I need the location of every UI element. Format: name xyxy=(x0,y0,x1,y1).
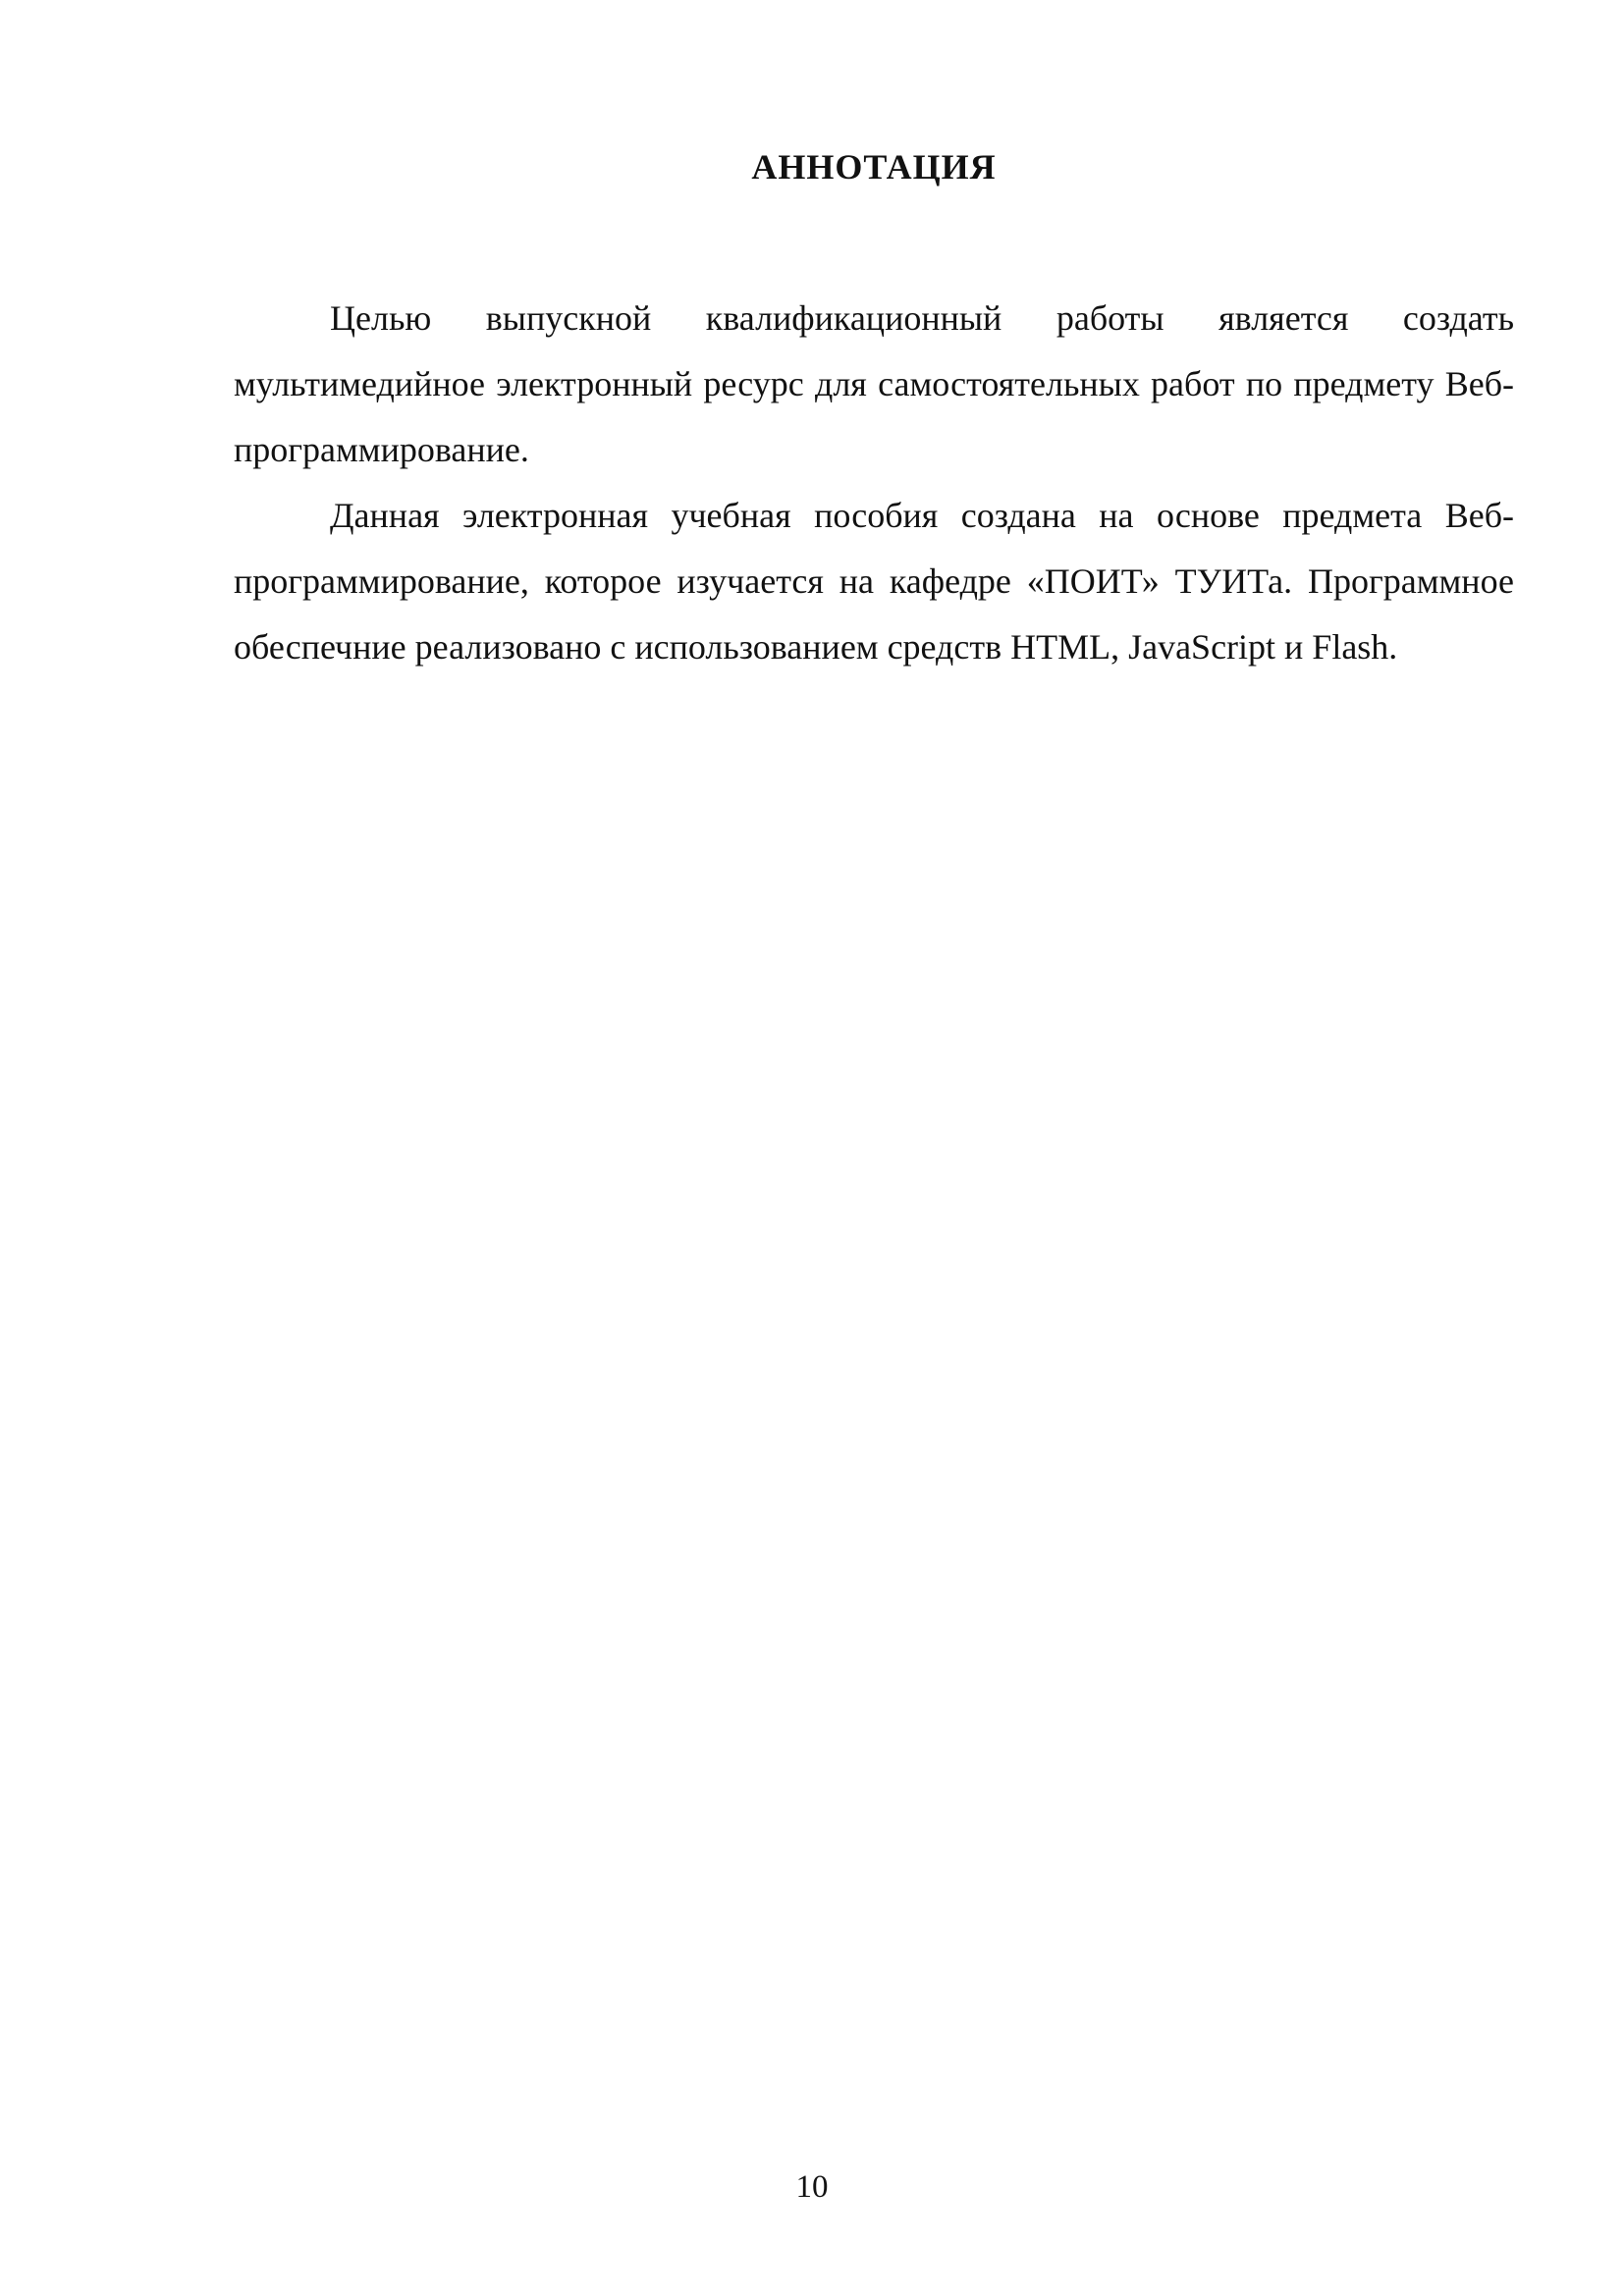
paragraph-goal: Целью выпускной квалификационный работы является создать мультимедийное электронный ресурс для самостоятельных работ по предмету Веб-программирование. xyxy=(234,298,1514,469)
annotation-body xyxy=(234,286,1514,680)
paragraph-description: Данная электронная учебная пособия создана на основе предмета Веб-программирование, которое изучается на кафедре «ПОИТ» ТУИТа. Программное обеспечние реализовано с использованием средств HTML, JavaScript и Flash. xyxy=(234,496,1514,667)
page-title: АННОТАЦИЯ xyxy=(751,147,997,187)
page-number: 10 xyxy=(795,2169,829,2205)
